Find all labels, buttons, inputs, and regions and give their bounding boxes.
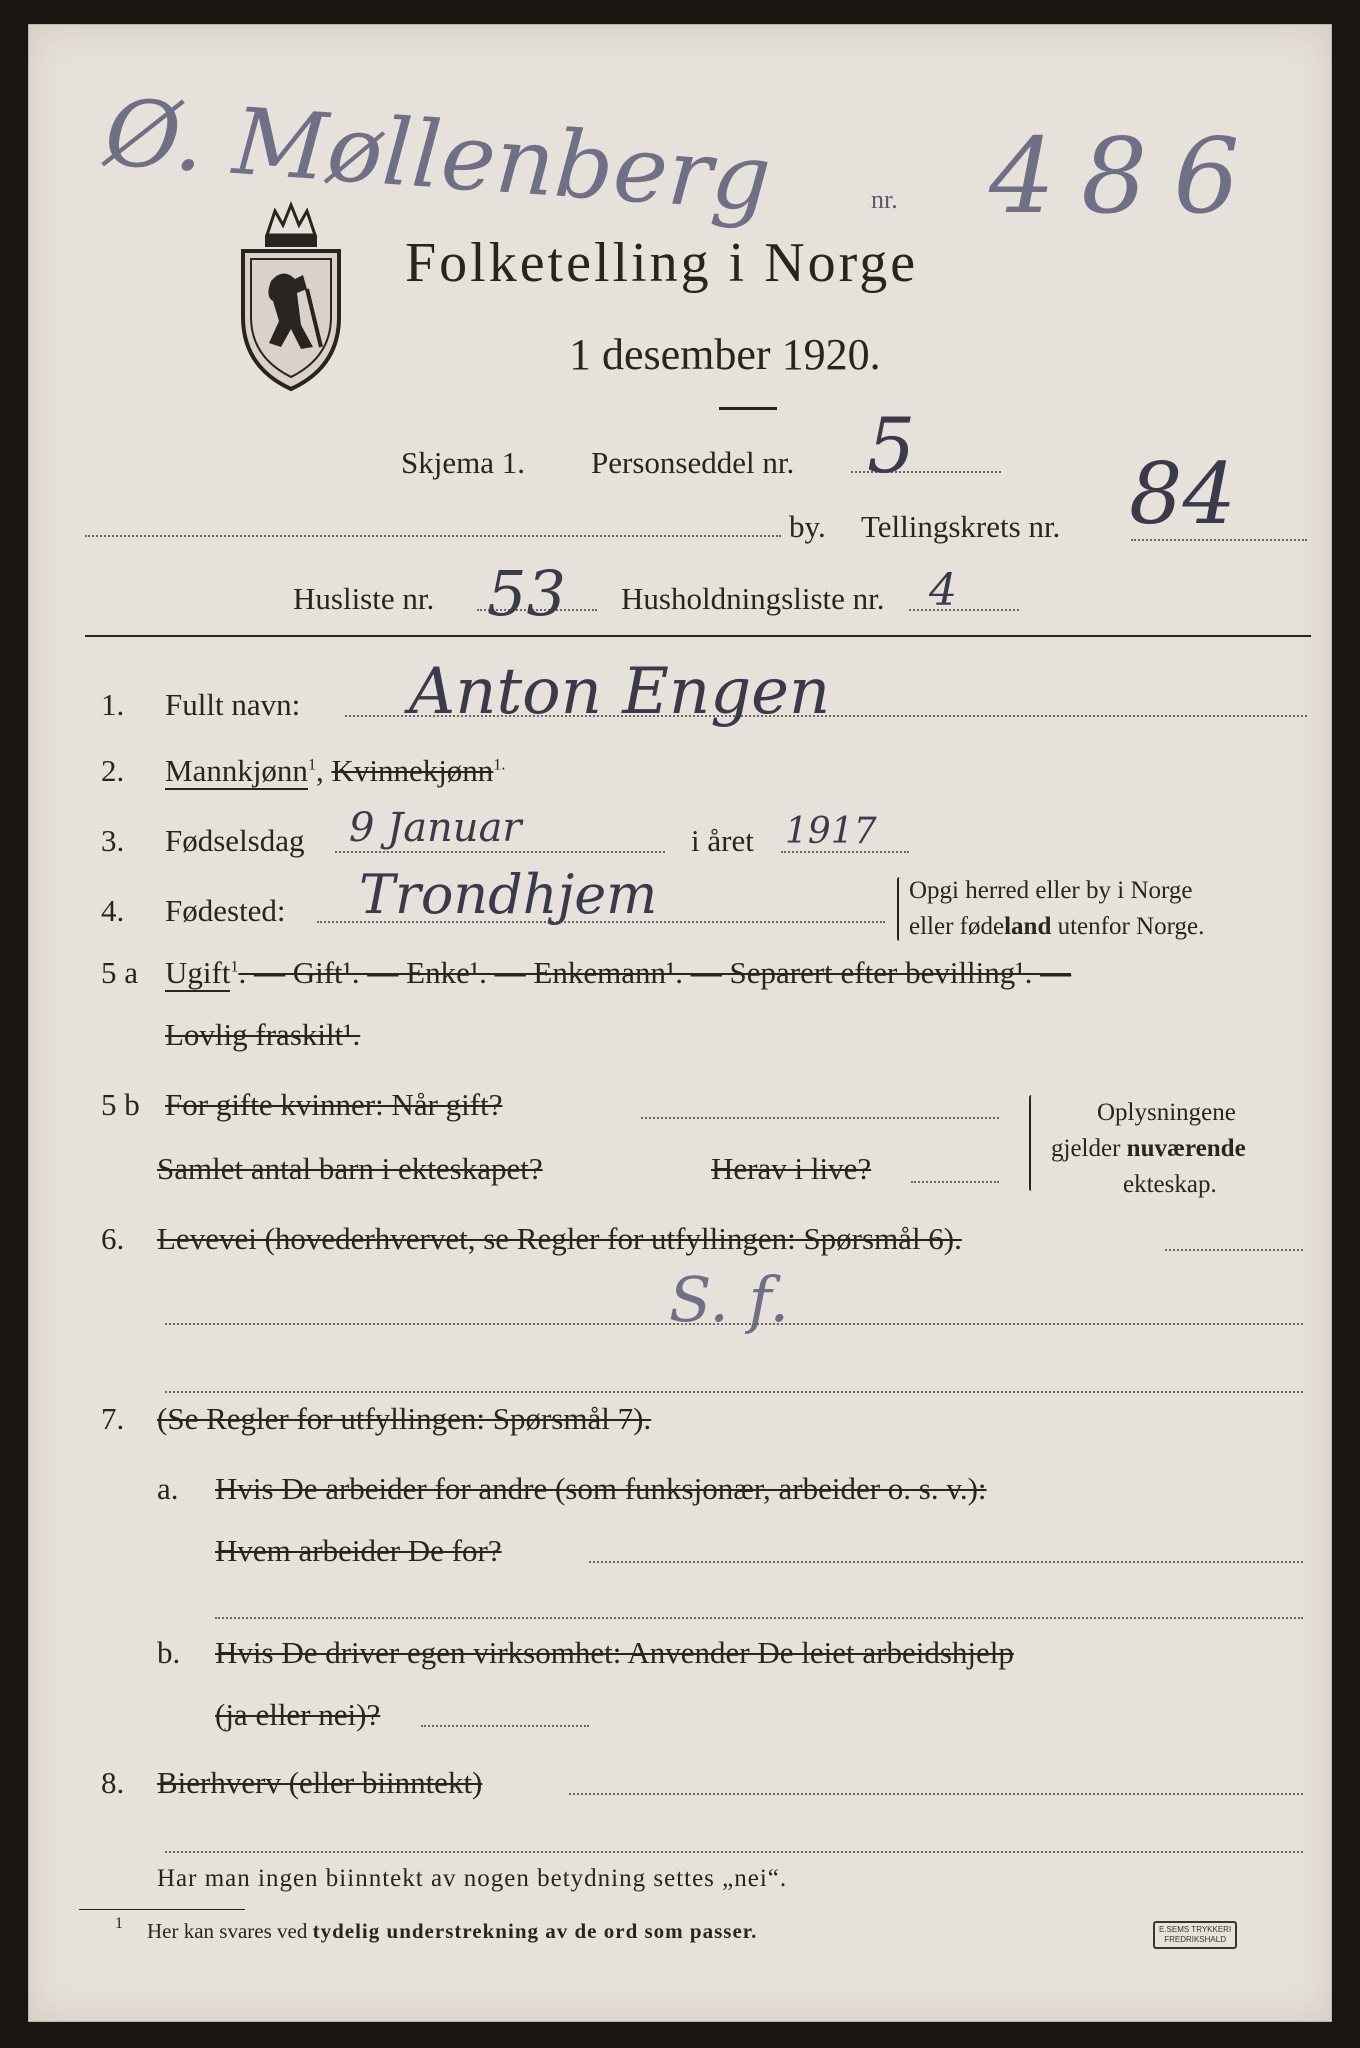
q3-value: 9 Januar — [349, 805, 522, 851]
header-divider — [85, 635, 1311, 637]
q5b-brace — [1029, 1095, 1034, 1191]
q5a-ugift: Ugift — [165, 955, 231, 990]
q4-note-line2: eller fødeland utenfor Norge. — [909, 913, 1205, 940]
husliste-value: 53 — [487, 557, 566, 630]
q7a-number: a. — [157, 1471, 179, 1506]
q3-label: Fødselsdag — [165, 823, 305, 858]
q7b-line1: Hvis De driver egen virksomhet: Anvender De leiet arbeidshjelp — [215, 1635, 1014, 1670]
q6-number: 6. — [101, 1221, 125, 1256]
q5b-line1-dots — [641, 1117, 999, 1119]
q7b-line2-dots — [421, 1725, 589, 1727]
q2-female: Kvinnekjønn — [331, 753, 494, 788]
census-form-sheet — [28, 24, 1332, 2022]
q6-line3 — [165, 1391, 1303, 1393]
printed-nr-label: nr. — [871, 185, 898, 214]
form-title: Folketelling i Norge — [405, 232, 919, 294]
q7a-line1: Hvis De arbeider for andre (som funksjonær, arbeider o. s. v.): — [215, 1471, 987, 1506]
q1-label: Fullt navn: — [165, 687, 301, 722]
q8-number: 8. — [101, 1765, 125, 1800]
q2-options: Mannkjønn$^1$, Kvinnekjønn$^{1.}$ — [165, 753, 506, 788]
q5b-line2a: Samlet antal barn i ekteskapet? — [157, 1151, 543, 1186]
husholdningsliste-value: 4 — [929, 565, 957, 616]
q3-year-value: 1917 — [785, 811, 877, 852]
q8-label: Bierhverv (eller biinntekt) — [157, 1765, 483, 1800]
q4-note-line1: Opgi herred eller by i Norge — [909, 877, 1193, 904]
personseddel-value: 5 — [867, 401, 916, 490]
q3-number: 3. — [101, 823, 125, 858]
q1-value: Anton Engen — [409, 655, 831, 729]
q4-value: Trondhjem — [359, 863, 658, 926]
q8-line1 — [569, 1793, 1303, 1795]
q4-number: 4. — [101, 893, 125, 928]
q8-line2 — [165, 1851, 1303, 1853]
q5a-struck-options: . — Gift¹. — Enke¹. — Enkemann¹. — Separert efter bevilling¹. — — [238, 955, 1072, 990]
footnote-divider — [79, 1909, 245, 1910]
q3-line — [335, 851, 665, 853]
q5b-note-line2: gjelder nuværende — [1051, 1135, 1246, 1162]
q6-pencil-note: S. f. — [669, 1263, 790, 1336]
town-line — [85, 535, 781, 537]
husholdningsliste-label: Husholdningsliste nr. — [621, 581, 885, 616]
skjema-label: Skjema 1. — [401, 445, 525, 480]
personseddel-label: Personseddel nr. — [591, 445, 795, 480]
q5b-note-line3: ekteskap. — [1123, 1171, 1217, 1198]
q1-number: 1. — [101, 687, 125, 722]
q6-line2 — [165, 1323, 1303, 1325]
q6-label: Levevei (hovederhvervet, se Regler for utfyllingen: Spørsmål 6). — [157, 1221, 962, 1256]
q7b-line2: (ja eller nei)? — [215, 1697, 381, 1732]
handwritten-number: 486 — [989, 115, 1266, 237]
q5b-line2-dots — [911, 1181, 999, 1183]
title-divider — [719, 407, 777, 410]
coat-of-arms-icon — [237, 197, 345, 395]
q5b-line1: For gifte kvinner: Når gift? — [165, 1087, 503, 1122]
q4-brace — [897, 877, 902, 941]
tellingskrets-label: Tellingskrets nr. — [861, 509, 1061, 544]
q3-year-label: i året — [691, 823, 754, 858]
q5a-line2: Lovlig fraskilt¹. — [165, 1017, 361, 1052]
q7a-line2-dots — [589, 1561, 1303, 1563]
form-date: 1 desember 1920. — [569, 330, 881, 379]
q7a-line2: Hvem arbeider De for? — [215, 1533, 502, 1568]
q2-number: 2. — [101, 753, 125, 788]
q8-note: Har man ingen biinntekt av nogen betydning settes „nei“. — [157, 1865, 788, 1892]
printer-stamp: E.SEMS TRYKKERI FREDRIKSHALD — [1153, 1921, 1237, 1949]
footnote-text: Her kan svares ved tydelig understrekning av de ord som passer. — [147, 1919, 758, 1943]
q7-number: 7. — [101, 1401, 125, 1436]
by-label: by. — [789, 509, 826, 544]
husliste-label: Husliste nr. — [293, 581, 435, 616]
q5b-number: 5 b — [101, 1087, 140, 1122]
q5a-options: Ugift$^1$. — Gift¹. — Enke¹. — Enkemann¹. — Separert efter bevilling¹. — — [165, 955, 1072, 990]
q5a-number: 5 a — [101, 955, 139, 990]
handwritten-place: Ø. Møllenberg — [101, 79, 775, 233]
q2-male: Mannkjønn — [165, 753, 308, 788]
q7b-number: b. — [157, 1635, 181, 1670]
q7a-line3 — [215, 1617, 1303, 1619]
q5b-note-line1: Oplysningene — [1097, 1099, 1236, 1126]
husholdningsliste-line — [909, 609, 1019, 611]
q4-label: Fødested: — [165, 893, 286, 928]
footnote-mark: 1 — [115, 1915, 123, 1932]
q7-label: (Se Regler for utfyllingen: Spørsmål 7). — [157, 1401, 652, 1436]
q5b-line2b: Herav i live? — [711, 1151, 872, 1186]
tellingskrets-value: 84 — [1129, 445, 1236, 543]
q6-line1 — [1165, 1249, 1303, 1251]
